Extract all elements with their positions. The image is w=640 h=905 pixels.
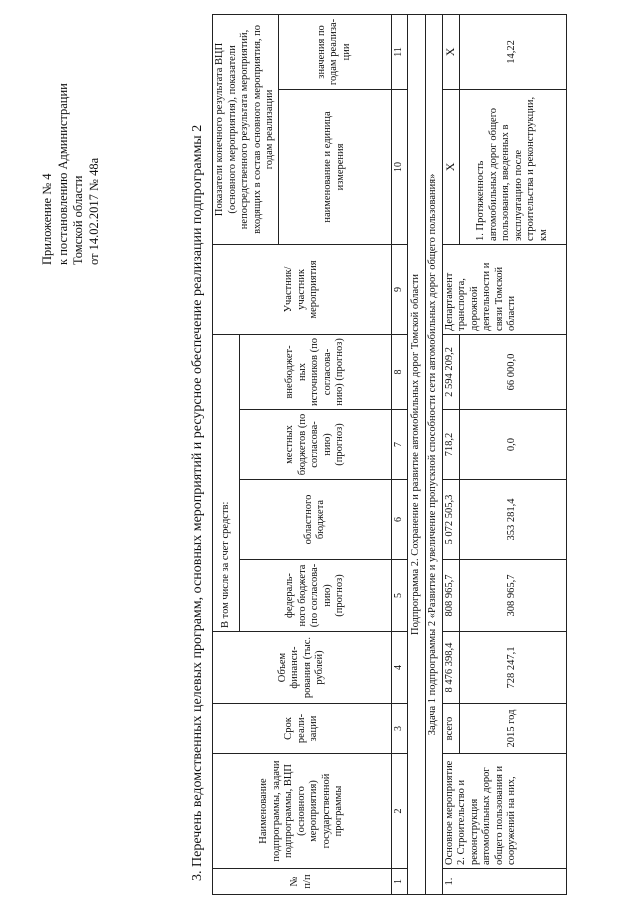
col-number: 6 <box>391 480 407 560</box>
col-number: 8 <box>391 334 407 409</box>
header-local: местных бюджетов (по согласова-нию) (прогноз) <box>240 410 392 480</box>
table-row <box>442 14 459 894</box>
col-number: 1 <box>391 869 407 895</box>
year-local: 0,0 <box>459 410 566 480</box>
indicator-name: 1. Протяженность автомобильных дорог общего пользования, введенных в эксплуатацию после строительства и реконструкции, км <box>459 89 566 244</box>
section-heading: 3. Перечень ведомственных целевых программ, основных мероприятий и ресурсное обеспечение реализации подпрограммы 2 <box>190 124 205 881</box>
indicator-value: 14,22 <box>459 14 566 89</box>
appendix-block <box>40 83 102 265</box>
total-local: 718,2 <box>442 410 459 480</box>
year-regional: 353 281,4 <box>459 480 566 560</box>
header-indicators: Показатели конечного результата ВЦП (основного мероприятия), показатели непосредственного результата мероприятий, входящих в состав основного мероприятия, по годам реализации <box>213 14 279 244</box>
total-extra: 2 594 209,2 <box>442 334 459 409</box>
participant: Департамент транспорта, дорожной деятельности и связи Томской области <box>442 244 566 334</box>
header-extra: внебюджет-ных источников (по согласова-нию) (прогноз) <box>240 334 392 409</box>
appendix-line-4: от 14.02.2017 № 48а <box>86 157 101 265</box>
year: 2015 год <box>459 704 566 754</box>
header-federal: федераль-ного бюджета (по согласова-нию) (прогноз) <box>240 560 392 632</box>
year-federal: 308 965,7 <box>459 560 566 632</box>
total-x-value: X <box>442 14 459 89</box>
header-term: Срок реали-зации <box>213 704 392 754</box>
year-extra: 66 000,0 <box>459 334 566 409</box>
header-regional: областного бюджета <box>240 480 392 560</box>
header-indicator-values: значения по годам реализа-ции <box>278 14 391 89</box>
total-federal: 808 965,7 <box>442 560 459 632</box>
col-number: 4 <box>391 632 407 704</box>
subprogram-title: Подпрограмма 2. Сохранение и развитие автомобильных дорог Томской области <box>407 14 425 894</box>
appendix-line-1: Приложение № 4 <box>40 173 54 265</box>
year-volume: 728 247,1 <box>459 632 566 704</box>
header-num: № п/п <box>213 869 392 895</box>
col-number: 5 <box>391 560 407 632</box>
col-number: 10 <box>391 89 407 244</box>
measure-name: Основное мероприятие 2. Строительство и реконструкция автомобильных дорог общего пользования и сооружений на них, <box>442 754 566 869</box>
task-title: Задача 1 подпрограммы 2 «Развитие и увеличение пропускной способности сети автомобильных дорог общего пользования» <box>425 14 442 894</box>
column-number-row <box>391 14 407 894</box>
total-x-indicator: X <box>442 89 459 244</box>
total-regional: 5 072 505,3 <box>442 480 459 560</box>
col-number: 9 <box>391 244 407 334</box>
col-number: 11 <box>391 14 407 89</box>
col-number: 3 <box>391 704 407 754</box>
total-label: всего <box>442 704 459 754</box>
row-number: 1. <box>442 869 566 895</box>
header-name: Наименование подпрограммы, задачи подпрограммы, ВЦП (основного мероприятия) государственной программы <box>213 754 392 869</box>
total-volume: 8 476 398,4 <box>442 632 459 704</box>
header-including: В том числе за счет средств: <box>213 334 240 631</box>
header-participant: Участник/ участник мероприятия <box>213 244 392 334</box>
appendix-line-3: Томской области <box>71 175 85 265</box>
header-volume: Объем финанси-рования (тыс. рублей) <box>213 632 392 704</box>
col-number: 7 <box>391 410 407 480</box>
header-indicator-name: наименование и единица измерения <box>278 89 391 244</box>
resource-table <box>212 14 567 895</box>
appendix-line-2: к постановлению Администрации <box>55 83 70 265</box>
col-number: 2 <box>391 754 407 869</box>
